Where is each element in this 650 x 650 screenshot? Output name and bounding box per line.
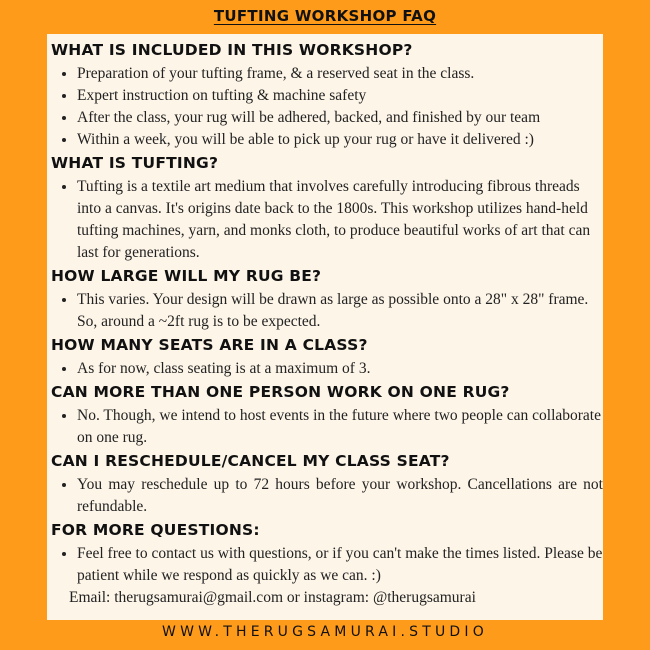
- faq-answer-item: • Feel free to contact us with questions, or if you can't make the times listed. Please be patient while we respond as quickly as we can. :): [77, 543, 603, 587]
- faq-answer-item: • After the class, your rug will be adhered, backed, and finished by our team: [77, 107, 603, 129]
- page-title: TUFTING WORKSHOP FAQ: [213, 7, 437, 25]
- faq-answer-list: [51, 358, 603, 380]
- faq-answer-item: • Expert instruction on tufting & machine safety: [77, 85, 603, 107]
- faq-answer-item: • You may reschedule up to 72 hours before your workshop. Cancellations are not refundable.: [77, 474, 603, 518]
- faq-answer-list: [51, 289, 603, 333]
- faq-answer-item: • Within a week, you will be able to pick up your rug or have it delivered :): [77, 129, 603, 151]
- faq-question: CAN MORE THAN ONE PERSON WORK ON ONE RUG?: [51, 383, 510, 401]
- faq-question: WHAT IS INCLUDED IN THIS WORKSHOP?: [51, 41, 413, 59]
- faq-panel: [47, 34, 603, 620]
- faq-question: CAN I RESCHEDULE/CANCEL MY CLASS SEAT?: [51, 452, 450, 470]
- faq-answer-list: [51, 474, 603, 518]
- faq-answer-item: • This varies. Your design will be drawn as large as possible onto a 28" x 28" frame. So, around a ~2ft rug is to be expected.: [77, 289, 603, 333]
- faq-question: HOW LARGE WILL MY RUG BE?: [51, 267, 322, 285]
- faq-answer-item: • Tufting is a textile art medium that involves carefully introducing fibrous threads into a canvas. It's origins date back to the 1800s. This workshop utilizes hand-held tufting machines, yarn, and monks cloth, to produce beautiful works of art that can last for generations.: [77, 176, 603, 264]
- faq-answer-list: [51, 63, 603, 151]
- faq-answer-item: • Preparation of your tufting frame, & a reserved seat in the class.: [77, 63, 603, 85]
- faq-answer-item: • No. Though, we intend to host events in the future where two people can collaborate on one rug.: [77, 405, 603, 449]
- faq-answer-list: [51, 543, 603, 587]
- faq-answer-list: [51, 176, 603, 264]
- faq-answer-item: • As for now, class seating is at a maximum of 3.: [77, 358, 603, 380]
- website-footer: WWW.THERUGSAMURAI.STUDIO: [162, 624, 488, 640]
- faq-question: HOW MANY SEATS ARE IN A CLASS?: [51, 336, 368, 354]
- faq-question: WHAT IS TUFTING?: [51, 154, 219, 172]
- faq-question: FOR MORE QUESTIONS:: [51, 521, 260, 539]
- faq-answer-list: [51, 405, 603, 449]
- contact-email-line: Email: therugsamurai@gmail.com or instagram: @therugsamurai: [69, 589, 476, 606]
